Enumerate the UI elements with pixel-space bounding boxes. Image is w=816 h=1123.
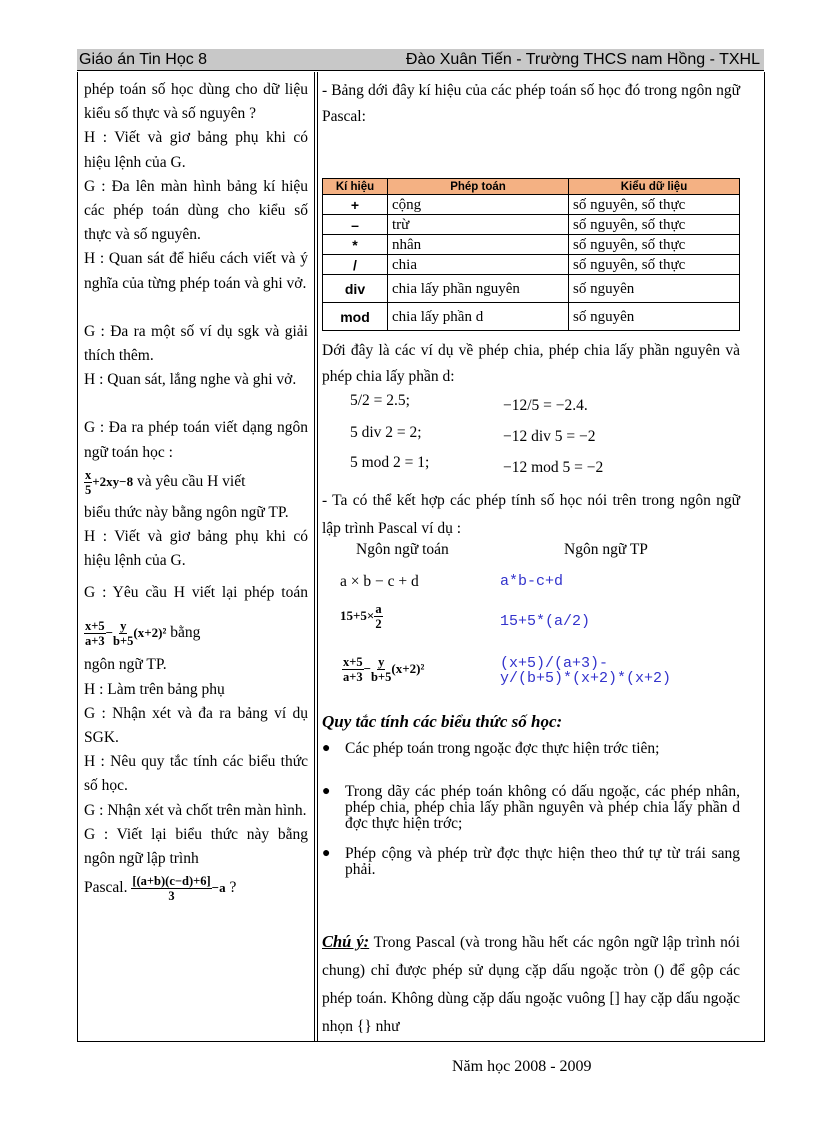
rule-item: ● Trong dãy các phép toán không có dấu ngoặc, các phép nhân, phép chia, phép chia lấy phần nguyên và phép chia lấy phần d đợc thực hiện trớc; (322, 783, 740, 832)
math-expression: +2xy−8 (92, 473, 134, 489)
activity-text: $\frac{x}{5}$ +2xy−8 và yêu cầu H viết (85, 467, 246, 497)
table-header: Kí hiệu (323, 179, 388, 195)
bullet-icon: ● (322, 741, 331, 756)
rules-title: Quy tắc tính các biểu thức số học: (322, 712, 563, 731)
activity-text: Pascal. $\frac{[(a+b)(c-d)+6]}{3}$ −a ? (84, 874, 237, 904)
page-footer: Năm học 2008 - 2009 (452, 1058, 592, 1075)
teacher-student-activities (84, 78, 308, 905)
activity-text: G : Đa lên màn hình bảng kí hiệu các phép toán dùng cho kiểu số thực và số nguyên. (84, 177, 308, 244)
rule-item: ● Phép cộng và phép trừ đợc thực hiện theo thứ tự từ trái sang phải. (322, 845, 740, 878)
note-label: Chú ý: (322, 932, 370, 951)
activity-text: G : Đa ra phép toán viết dạng ngôn ngữ toán học : (84, 419, 308, 461)
column-heading-math: Ngôn ngữ toán (356, 541, 449, 558)
examples-block (322, 338, 740, 390)
header-subject: Giáo án Tin Học 8 (79, 51, 208, 68)
column-heading-tp: Ngôn ngữ TP (564, 541, 648, 558)
note-paragraph (322, 928, 740, 1041)
activity-text: H : Quan sát để hiểu cách viết và ý nghĩa của từng phép toán và ghi vở. (84, 250, 308, 292)
tp-expression-3: (x+5)/(a+3)- y/(b+5)*(x+2)*(x+2) (500, 655, 672, 687)
math-expression-2: 15+5× $\frac{a}{2}$ (340, 602, 382, 631)
example: 5/2 = 2.5; (350, 392, 410, 409)
tp-expression-2: 15+5*(a/2) (500, 613, 591, 630)
activity-text: G : Nhận xét và đa ra bảng ví dụ SGK. (84, 704, 308, 747)
activity-text: H : Nêu quy tắc tính các biểu thức số học. (84, 753, 308, 795)
table-intro: - Bảng dới đây kí hiệu của các phép toán số học đó trong ngôn ngữ Pascal: (322, 82, 740, 125)
math-expression-1: a × b − c + d (340, 573, 419, 590)
activity-text: biểu thức này bằng ngôn ngữ TP. (84, 503, 289, 521)
table-header: Kiểu dữ liệu (569, 179, 740, 195)
table-row: / chia số nguyên, số thực (323, 255, 740, 275)
combine-block (322, 487, 740, 543)
activity-text: G : Đa ra một số ví dụ sgk và giải thích thêm. (84, 322, 308, 365)
bullet-icon: ● (322, 784, 331, 799)
rule-item: ● Các phép toán trong ngoặc đợc thực hiện trớc tiên; (322, 740, 660, 757)
math-fraction: $\frac{x+5}{a+3}$ (85, 619, 105, 649)
math-fraction: $\frac{[(a+b)(c-d)+6]}{3}$ (132, 874, 211, 904)
activity-text: H : Làm trên bảng phụ (84, 680, 225, 698)
example: 5 div 2 = 2; (350, 424, 422, 441)
activity-text: H : Viết và giơ bảng phụ khi có hiệu lệnh của G. (84, 528, 308, 570)
activity-text: G : Yêu cầu H viết lại phép toán $\frac{x+5}{a+3}$ − $\frac{y}{b+5}$ (x+2)² bằng (84, 584, 308, 649)
examples-intro: Dới đây là các ví dụ về phép chia, phép chia lấy phần nguyên và phép chia lấy phần d: (322, 342, 740, 385)
table-row: div chia lấy phần nguyên số nguyên (323, 275, 740, 303)
example: −12/5 = −2.4. (503, 397, 588, 414)
lesson-content (322, 78, 740, 130)
operators-table (322, 178, 740, 331)
note-text: Trong Pascal (và trong hầu hết các ngôn ngữ lập trình nói chung) chỉ được phép sử dụng cặp dấu ngoặc tròn () để gộp các phép toán. Không dùng cặp dấu ngoặc vuông [] hay cặp dấu ngoặc nhọn {} như (322, 934, 740, 1035)
example: 5 mod 2 = 1; (350, 454, 430, 471)
activity-text: ngôn ngữ TP. (84, 656, 167, 674)
activity-text: G : Nhận xét và chốt trên màn hình. (84, 801, 307, 819)
math-fraction: $\frac{y}{b+5}$ (113, 619, 134, 649)
column-divider (314, 72, 318, 1041)
table-row: * nhân số nguyên, số thực (323, 235, 740, 255)
activity-text: H : Viết và giơ bảng phụ khi có hiệu lệnh của G. (84, 129, 308, 171)
header-author: Đào Xuân Tiến - Trường THCS nam Hồng - TXHL (405, 51, 760, 68)
combine-text: - Ta có thể kết hợp các phép tính số học nói trên trong ngôn ngữ lập trình Pascal ví dụ : (322, 492, 740, 537)
activity-text: phép toán số học dùng cho dữ liệu kiểu số thực và số nguyên ? (84, 81, 308, 123)
table-row: – trừ số nguyên, số thực (323, 215, 740, 235)
tp-expression-1: a*b-c+d (500, 573, 564, 590)
table-header: Phép toán (388, 179, 569, 195)
table-row: + cộng số nguyên, số thực (323, 195, 740, 215)
activity-text: H : Quan sát, lắng nghe và ghi vở. (84, 371, 297, 389)
table-row: mod chia lấy phần d số nguyên (323, 303, 740, 331)
example: −12 div 5 = −2 (503, 428, 596, 445)
math-fraction: $\frac{x}{5}$ (85, 467, 92, 497)
bullet-icon: ● (322, 846, 331, 861)
math-expression-3: $\frac{x+5}{a+3}$ − $\frac{y}{b+5}$ (x+2)² (343, 655, 425, 684)
page-header (77, 49, 764, 71)
activity-text: G : Viết lại biểu thức này bằng ngôn ngữ lập trình (84, 825, 308, 868)
example: −12 mod 5 = −2 (503, 459, 604, 476)
